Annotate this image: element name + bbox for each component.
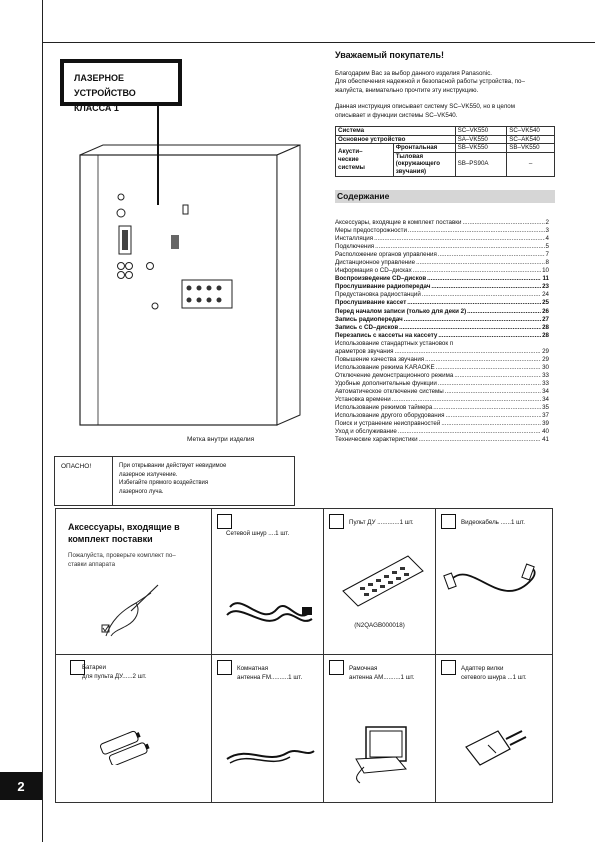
toc-entry-page: 5 (545, 243, 549, 251)
checkbox[interactable] (329, 514, 344, 529)
toc-entry-title: Меры предосторожности (335, 227, 407, 235)
power-cord-icon (222, 587, 317, 637)
toc-entry-page: 34 (542, 387, 549, 395)
toc-entry-page: 33 (542, 379, 549, 387)
toc-entry-title: Поиск и устранение неисправностей (335, 420, 441, 428)
am-loop-antenna-icon (346, 717, 421, 787)
toc-leader-dots (445, 388, 541, 396)
toc-leader-dots (441, 420, 541, 428)
accessory-video-cable (436, 509, 552, 655)
toc-entry-page: 29 (542, 347, 549, 355)
toc-entry (335, 420, 549, 428)
toc-leader-dots (398, 428, 541, 436)
intro-line: жалуйста, внимательно прочтите эту инструкцию. (335, 86, 479, 94)
toc-entry-page: 7 (545, 251, 549, 259)
accessories-section (55, 508, 553, 803)
toc-entry-title: Установка времени (335, 396, 391, 404)
toc-leader-dots (454, 372, 541, 380)
toc-leader-dots (433, 404, 541, 412)
checkbox[interactable] (217, 514, 232, 529)
accessory-power-cord (212, 509, 324, 655)
warning-box (54, 456, 295, 506)
video-cable-icon (442, 559, 542, 614)
toc-entry (335, 283, 549, 291)
unit-caption: Метка внутри изделия (187, 436, 255, 443)
system-table (335, 126, 555, 177)
toc-entry-page: 35 (542, 404, 549, 412)
accessory-remote (324, 509, 436, 655)
toc-entry-page: 27 (542, 315, 549, 323)
toc-entry-page: 10 (542, 267, 549, 275)
accessory-label: Батареи для пульта ДУ......2 шт. (82, 664, 147, 680)
main-unit-label: Основное устройство (336, 135, 456, 144)
accessory-label: Видеокабель ......1 шт. (461, 519, 525, 526)
greeting-title: Уважаемый покупатель! (335, 50, 444, 60)
warning-divider (112, 457, 113, 505)
toc-entry (335, 340, 549, 348)
toc-leader-dots (419, 436, 542, 444)
accessory-plug-adapter (436, 655, 552, 802)
toc-entry (335, 412, 549, 420)
toc-leader-dots (399, 324, 541, 332)
warning-label: ОПАСНО! (61, 463, 92, 470)
toc-leader-dots (438, 332, 541, 340)
fm-antenna-icon (222, 741, 317, 771)
toc-entry (335, 259, 549, 267)
warning-line: лазерного луча. (119, 488, 164, 495)
toc-entry-page: 28 (542, 323, 549, 331)
toc-entry-page: 39 (542, 420, 549, 428)
speakers-label: Акусти– ческие системы (336, 144, 394, 176)
toc-leader-dots (416, 259, 544, 267)
toc-leader-dots (427, 275, 541, 283)
toc-entry-title: Информация о CD–дисках (335, 267, 412, 275)
remote-model-number: (N2QAGB000018) (354, 622, 405, 629)
toc-entry-page: 24 (542, 291, 549, 299)
accessory-am-antenna (324, 655, 436, 802)
toc-entry-title: Использование режимов таймера (335, 404, 433, 412)
toc-entry (335, 396, 549, 404)
contents-title: Содержание (335, 190, 555, 203)
accessory-label: Комнатная антенна FM..........1 шт. (237, 665, 303, 681)
toc-entry-title: Удобные дополнительные функции (335, 379, 437, 387)
laser-label-line2: КЛАССА 1 (74, 103, 119, 113)
accessory-fm-antenna (212, 655, 324, 802)
toc-entry-title: Автоматическое отключение системы (335, 387, 444, 395)
laser-class-label (60, 59, 182, 113)
system-cell: SC–VK550 (455, 127, 507, 136)
warning-line: При открывании действует невидимое (119, 463, 227, 469)
accessories-note: Пожалуйста, проверьте комплект по– ставки аппарата (68, 552, 176, 568)
accessories-title: Аксессуары, входящие в комплект поставки (68, 522, 180, 544)
greeting-text (335, 70, 555, 128)
toc-entry (335, 428, 549, 436)
toc-entry (335, 299, 549, 307)
batteries-icon (96, 725, 166, 765)
toc-entry (335, 348, 549, 356)
toc-entry-page: 8 (545, 259, 549, 267)
toc-leader-dots (375, 243, 544, 251)
rear-label: Тыловая (окружающего звучания) (393, 152, 455, 176)
toc-leader-dots (467, 308, 541, 316)
toc-leader-dots (422, 291, 541, 299)
toc-entry-title: Использование другого оборудования (335, 412, 445, 420)
toc-entry (335, 316, 549, 324)
margin-rule-horizontal (42, 42, 595, 43)
toc-leader-dots (392, 396, 541, 404)
toc-entry-page: 40 (542, 428, 549, 436)
toc-entry (335, 380, 549, 388)
accessory-label: Адаптер вилки сетевого шнура ...1 шт. (461, 665, 527, 681)
toc-entry-page: 33 (542, 371, 549, 379)
toc-entry-title: Аксессуары, входящие в комплект поставки (335, 219, 462, 226)
accessory-label: Рамочная антенна AM..........1 шт. (349, 665, 415, 681)
toc-entry-title: Использование режима KARAOKE (335, 363, 435, 371)
toc-entry-title: Запись с CD–дисков (335, 323, 399, 331)
accessory-batteries (56, 655, 212, 802)
toc-entry (335, 356, 549, 364)
toc-entry (335, 364, 549, 372)
accessories-intro-cell (56, 509, 212, 655)
intro-line: Благодарим Вас за выбор данного изделия Panasonic. (335, 70, 493, 77)
toc-leader-dots (462, 219, 544, 227)
system-cell: SA–VK550 (455, 135, 507, 144)
plug-adapter-icon (458, 719, 533, 774)
toc-entry-title: Дистанционное управление (335, 259, 416, 267)
accessory-label: Пульт ДУ .............1 шт. (349, 519, 414, 526)
unit-rear-drawing (65, 100, 305, 430)
toc-entry (335, 372, 549, 380)
toc-entry (335, 308, 549, 316)
toc-entry-page: 2 (545, 219, 549, 226)
toc-entry (335, 243, 549, 251)
toc-entry-title: Подключения (335, 243, 375, 251)
toc-entry-page: 26 (542, 307, 549, 315)
toc-entry (335, 332, 549, 340)
toc-entry-title: Расположение органов управления (335, 251, 437, 259)
toc-entry-title: Отключение демонстрационного режима (335, 371, 454, 379)
laser-label-line1: ЛАЗЕРНОЕ УСТРОЙСТВО (74, 73, 136, 98)
warning-text (119, 462, 284, 496)
toc-entry-title: Перед началом записи (только для деки 2) (335, 307, 467, 315)
toc-entry-title: Воспроизведение CD–дисков (335, 275, 427, 283)
toc-leader-dots (395, 348, 542, 356)
toc-entry (335, 324, 549, 332)
toc-entry (335, 388, 549, 396)
checkbox[interactable] (441, 660, 456, 675)
toc-leader-dots (374, 235, 544, 243)
toc-leader-dots (445, 412, 541, 420)
checkbox[interactable] (329, 660, 344, 675)
toc-entry-page: 37 (542, 412, 549, 420)
toc-leader-dots (407, 299, 541, 307)
toc-entry (335, 235, 549, 243)
toc-entry-title: Прослушивание радиопередач (335, 283, 431, 291)
toc-entry (335, 291, 549, 299)
intro-line: описывает и функции системы SC–VK540. (335, 111, 458, 119)
accessory-label: Сетевой шнур ....1 шт. (226, 530, 290, 537)
toc-entry (335, 227, 549, 235)
toc-entry-title: Технические характеристики (335, 436, 418, 444)
toc-entry-title: араметров звучания (335, 347, 394, 355)
toc-entry-page: 4 (545, 235, 549, 243)
page-number: 2 (0, 772, 42, 800)
toc-leader-dots (408, 227, 545, 235)
toc-entry-title: Запись радиопередач (335, 315, 403, 323)
front-label: Фронтальная (393, 144, 455, 153)
toc-entry-title: Перезапись с кассеты на кассету (335, 331, 438, 339)
toc-entry-title: Инсталляция (335, 235, 374, 243)
toc-leader-dots (436, 364, 541, 372)
toc-entry (335, 275, 549, 283)
toc-entry-page: 29 (542, 355, 549, 363)
toc-entry-page: 25 (542, 299, 549, 307)
toc-entry-title: Уход и обслуживание (335, 428, 397, 436)
toc-leader-dots (425, 356, 541, 364)
toc-entry-page: 11 (542, 275, 549, 283)
toc-entry (335, 219, 549, 227)
system-cell: SC–AK540 (507, 135, 555, 144)
toc-entry (335, 404, 549, 412)
remote-control-icon (338, 551, 428, 611)
toc-leader-dots (413, 267, 541, 275)
system-cell: SC–VK540 (507, 127, 555, 136)
intro-line: Данная инструкция описывает систему SC–VK550, но в целом (335, 103, 515, 111)
margin-rule-vertical (42, 0, 43, 842)
toc-leader-dots (431, 283, 541, 291)
toc-leader-dots (438, 380, 541, 388)
toc-entry (335, 436, 549, 444)
warning-line: лазерное излучение. (119, 471, 178, 478)
toc-entry (335, 251, 549, 259)
table-of-contents (335, 219, 549, 444)
warning-line: Избегайте прямого воздействия (119, 480, 209, 487)
toc-entry-page: 3 (545, 227, 549, 235)
toc-entry-title: Использование стандартных установок п (335, 339, 454, 347)
toc-entry-page: 41 (542, 436, 549, 444)
hand-with-pen-icon (96, 581, 166, 641)
system-cell: SB–VK550 (507, 144, 555, 153)
checkbox[interactable] (441, 514, 456, 529)
system-cell: SB–PS90A (455, 152, 507, 176)
toc-entry-page: 30 (542, 363, 549, 371)
intro-line: Для обеспечения надежной и безопасной работы устройства, по– (335, 78, 525, 86)
toc-entry-page: 23 (542, 283, 549, 291)
toc-entry-page: 34 (542, 396, 549, 404)
toc-entry-title: Повышение качества звучания (335, 355, 425, 363)
toc-leader-dots (404, 316, 541, 324)
toc-entry (335, 267, 549, 275)
toc-entry-title: Прослушивание кассет (335, 299, 407, 307)
system-label: Система (336, 127, 456, 136)
toc-entry-title: Предустановка радиостанций (335, 291, 421, 299)
checkbox[interactable] (217, 660, 232, 675)
toc-leader-dots (438, 251, 545, 259)
toc-entry-page: 28 (542, 331, 549, 339)
system-cell: SB–VK550 (455, 144, 507, 153)
system-cell: – (507, 152, 555, 176)
